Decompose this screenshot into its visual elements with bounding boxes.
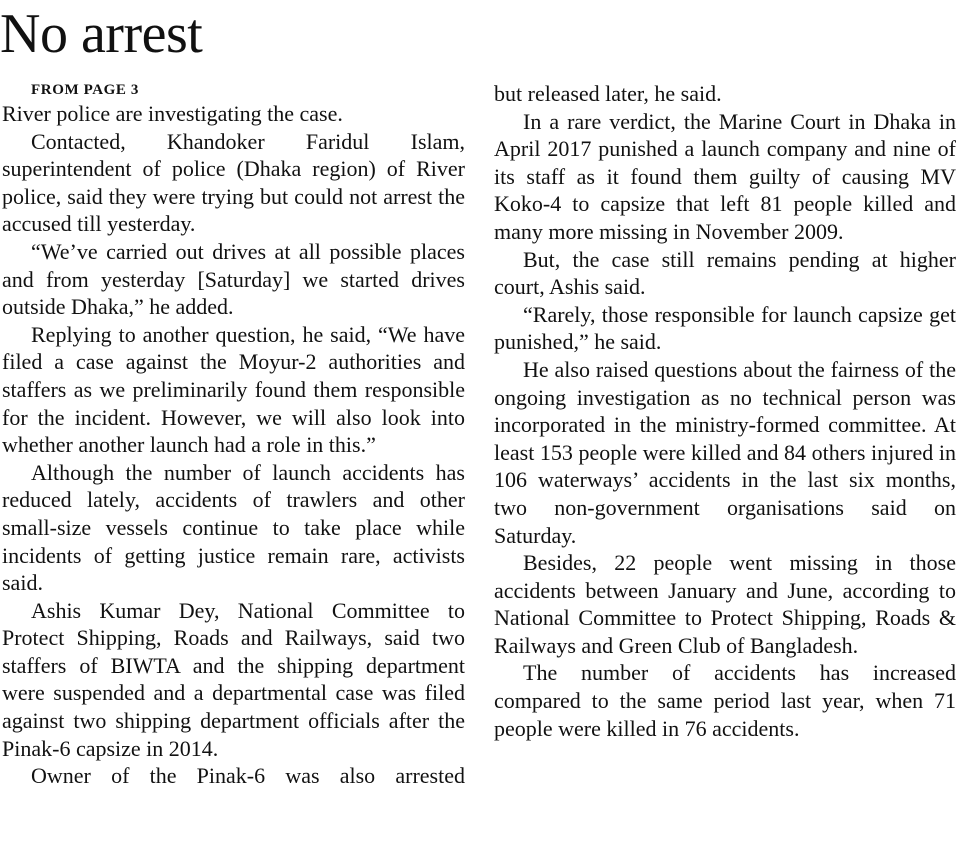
paragraph: He also raised questions about the fairness of the ongoing investigation as no technical person was incorporated in the ministry-formed committee. At least 153 people were killed and 84 others injured in 106 waterways’ accidents in the last six months, two non-government organisations said on Saturday. xyxy=(494,356,956,548)
paragraph: Besides, 22 people went missing in those accidents between January and June, according to National Committee to Protect Shipping, Roads & Railways and Green Club of Bangladesh. xyxy=(494,550,956,658)
paragraph: Although the number of launch accidents has reduced lately, accidents of trawlers and other small-size vessels continue to take place while incidents of getting justice remain rare, activists said. xyxy=(2,459,465,596)
paragraph: “We’ve carried out drives at all possible places and from yesterday [Saturday] we started drives outside Dhaka,” he added. xyxy=(2,238,465,320)
paragraph: In a rare verdict, the Marine Court in Dhaka in April 2017 punished a launch company and nine of its staff as it found them guilty of causing MV Koko-4 to capsize that left 81 people killed and many more missing in November 2009. xyxy=(494,108,956,244)
paragraph: Ashis Kumar Dey, National Committee to Protect Shipping, Roads and Railways, said two staffers of BIWTA and the shipping department were suspended and a departmental case was filed against two shipping department officials after the Pinak-6 capsize in 2014. xyxy=(2,597,465,761)
article-column-left xyxy=(2,80,465,790)
paragraph: but released later, he said. xyxy=(494,81,722,106)
article-column-right xyxy=(494,80,956,742)
paragraph: Contacted, Khandoker Faridul Islam, superintendent of police (Dhaka region) of River police, said they were trying but could not arrest the accused till yesterday. xyxy=(2,128,465,237)
paragraph: The number of accidents has increased compared to the same period last year, when 71 people were killed in 76 accidents. xyxy=(494,660,956,741)
paragraph: “Rarely, those responsible for launch capsize get punished,” he said. xyxy=(494,301,956,355)
headline: No arrest xyxy=(0,3,203,65)
continuation-kicker: FROM PAGE 3 xyxy=(31,82,139,98)
paragraph: Replying to another question, he said, “We have filed a case against the Moyur-2 authorities and staffers as we preliminarily found them responsible for the incident. However, we will also look into whether another launch had a role in this.” xyxy=(2,321,465,458)
paragraph: But, the case still remains pending at higher court, Ashis said. xyxy=(494,246,956,300)
paragraph: River police are investigating the case. xyxy=(2,101,343,126)
paragraph: Owner of the Pinak-6 was also arrested xyxy=(31,763,465,789)
